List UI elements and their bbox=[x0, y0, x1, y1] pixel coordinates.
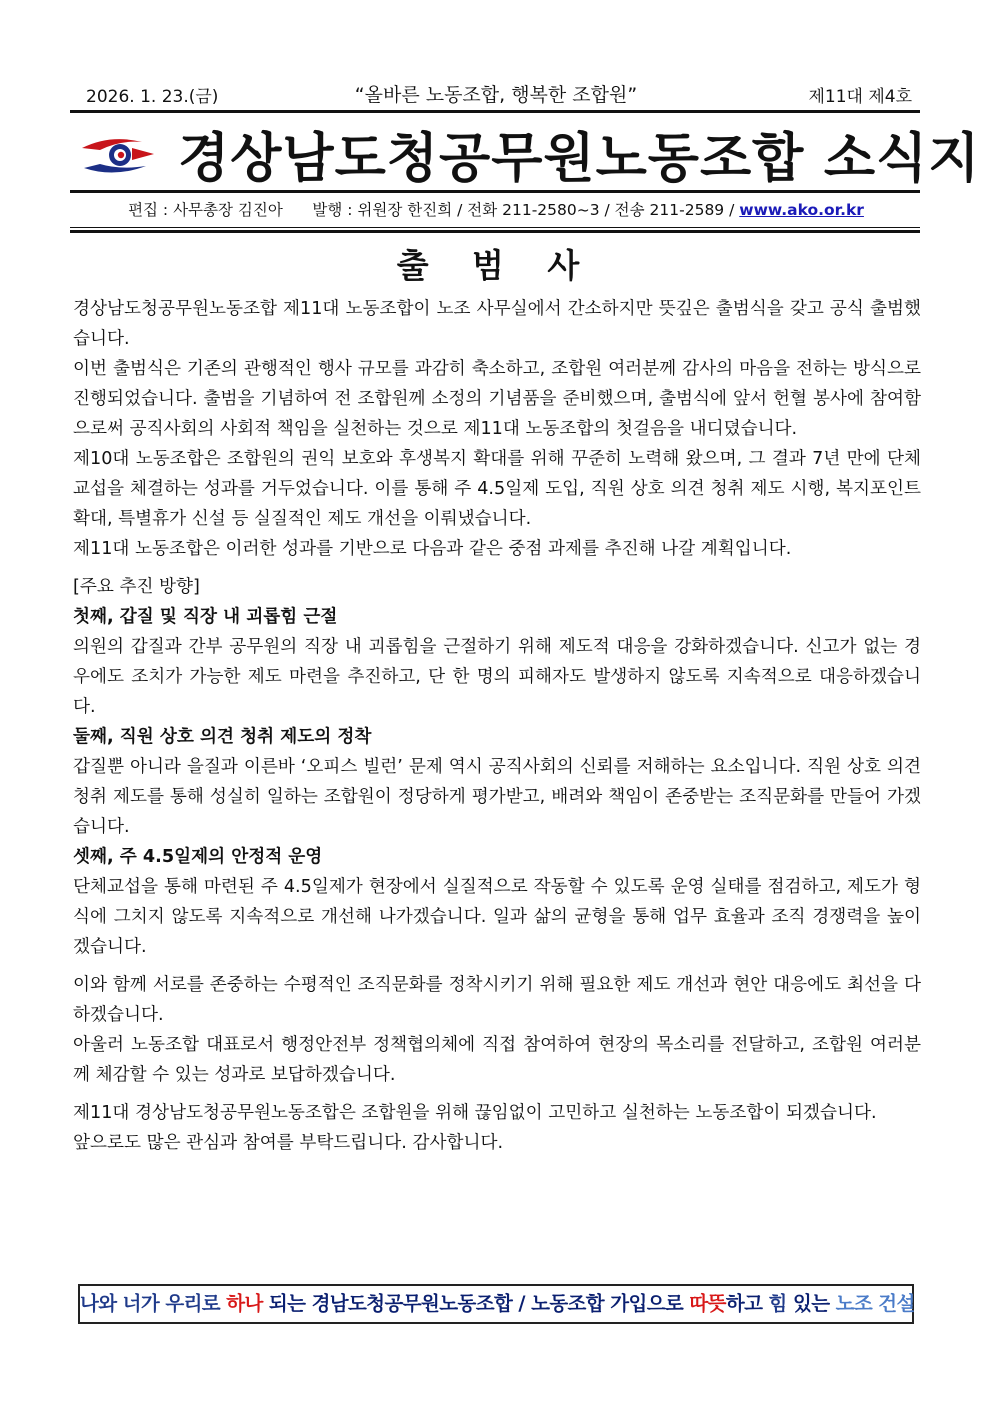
banner-text: 있는 bbox=[786, 1292, 836, 1315]
header-topline bbox=[70, 80, 922, 110]
subheading: 셋째, 주 4.5일제의 안정적 운영 bbox=[73, 847, 323, 867]
banner-text: 하나 bbox=[226, 1292, 263, 1315]
issue-number: 제11대 제4호 bbox=[808, 87, 912, 107]
header-slogan: “올바른 노동조합, 행복한 조합원” bbox=[354, 84, 638, 106]
paragraph: 제11대 노동조합은 이러한 성과를 기반으로 다음과 같은 중점 과제를 추진해 나갈 계획입니다. bbox=[73, 539, 792, 559]
banner-text: 힘 bbox=[768, 1292, 787, 1315]
paragraph: 의원의 갑질과 간부 공무원의 직장 내 괴롭힘을 근절하기 위해 제도적 대응을 강화하겠습니다. 신고가 없는 경우에도 조치가 가능한 제도 마련을 추진하고, 단 한 명의 피해자도 발생하지 않도록 지속적으로 대응하겠습니다. bbox=[73, 637, 921, 717]
masthead bbox=[70, 114, 981, 190]
article-heading: 출 범 사 bbox=[396, 246, 596, 285]
paragraph: 제10대 노동조합은 조합원의 권익 보호와 후생복지 확대를 위해 꾸준히 노력해 왔으며, 그 결과 7년 만에 단체교섭을 체결하는 성과를 거두었습니다. 이를 통해 주 4.5일제 도입, 직원 상호 의견 청취 제도 시행, 복지포인트 확대, 특별휴가 신설 등 실질적인 제도 개선을 이뤄냈습니다. bbox=[73, 449, 921, 529]
subheading: 첫째, 갑질 및 직장 내 괴롭힘 근절 bbox=[73, 607, 338, 627]
paragraph: 이와 함께 서로를 존중하는 수평적인 조직문화를 정착시키기 위해 필요한 제도 개선과 현안 대응에도 최선을 다하겠습니다. bbox=[73, 975, 921, 1025]
publisher-text: 발행 : 위원장 한진희 / 전화 211-2580~3 / 전송 211-2589 / bbox=[312, 201, 735, 219]
paragraph: 경상남도청공무원노동조합 제11대 노동조합이 노조 사무실에서 간소하지만 뜻깊은 출범식을 갖고 공식 출범했습니다. bbox=[73, 299, 921, 349]
slogan-banner bbox=[78, 1284, 914, 1324]
newsletter-title: 경상남도청공무원노동조합 소식지 bbox=[178, 128, 981, 189]
paragraph: 갑질뿐 아니라 을질과 이른바 ‘오피스 빌런’ 문제 역시 공직사회의 신뢰를 저해하는 요소입니다. 직원 상호 의견 청취 제도를 통해 성실히 일하는 조합원이 정당하게 평가받고, 배려와 책임이 존중받는 조직문화를 만들어 가겠습니다. bbox=[73, 757, 921, 837]
editor-rule-thick bbox=[70, 230, 920, 233]
header-top-rule bbox=[70, 110, 920, 113]
website-link[interactable]: www.ako.or.kr bbox=[739, 201, 864, 219]
paragraph: 이번 출범식은 기존의 관행적인 행사 규모를 과감히 축소하고, 조합원 여러분께 감사의 마음을 전하는 방식으로 진행되었습니다. 출범을 기념하여 전 조합원께 소정의 기념품을 준비했으며, 출범식에 앞서 헌혈 봉사에 참여함으로써 공직사회의 사회적 책임을 실천하는 것으로 제11대 노동조합의 첫걸음을 내디뎠습니다. bbox=[73, 359, 921, 439]
banner-text: 하고 bbox=[725, 1292, 769, 1315]
paragraph: 제11대 경상남도청공무원노동조합은 조합원을 위해 끊임없이 고민하고 실천하는 노동조합이 되겠습니다. bbox=[73, 1103, 877, 1123]
banner-text: 따뜻 bbox=[689, 1292, 726, 1315]
editor-info bbox=[70, 198, 922, 224]
editor-rule-thin bbox=[70, 227, 920, 228]
masthead-bottom-rule bbox=[70, 190, 920, 193]
banner-text: 나와 너가 우리로 bbox=[80, 1292, 227, 1315]
paragraph: 아울러 노동조합 대표로서 행정안전부 정책협의체에 직접 참여하여 현장의 목소리를 전달하고, 조합원 여러분께 체감할 수 있는 성과로 보답하겠습니다. bbox=[73, 1035, 921, 1085]
paragraph: 앞으로도 많은 관심과 참여를 부탁드립니다. 감사합니다. bbox=[73, 1133, 504, 1153]
article-body bbox=[73, 294, 921, 1158]
editor-text: 편집 : 사무총장 김진아 bbox=[128, 201, 283, 219]
subheading: 둘째, 직원 상호 의견 청취 제도의 정착 bbox=[73, 727, 372, 747]
issue-date: 2026. 1. 23.(금) bbox=[86, 87, 219, 107]
union-logo-icon bbox=[80, 124, 160, 184]
section-label: [주요 추진 방향] bbox=[73, 577, 200, 597]
banner-text: 되는 경남도청공무원노동조합 / 노동조합 가입으로 bbox=[262, 1292, 690, 1315]
paragraph: 단체교섭을 통해 마련된 주 4.5일제가 현장에서 실질적으로 작동할 수 있도록 운영 실태를 점검하고, 제도가 형식에 그치지 않도록 지속적으로 개선해 나가겠습니다. 일과 삶의 균형을 통해 업무 효율과 조직 경쟁력을 높이겠습니다. bbox=[73, 877, 921, 957]
banner-text: 노조 건설 bbox=[835, 1292, 915, 1315]
